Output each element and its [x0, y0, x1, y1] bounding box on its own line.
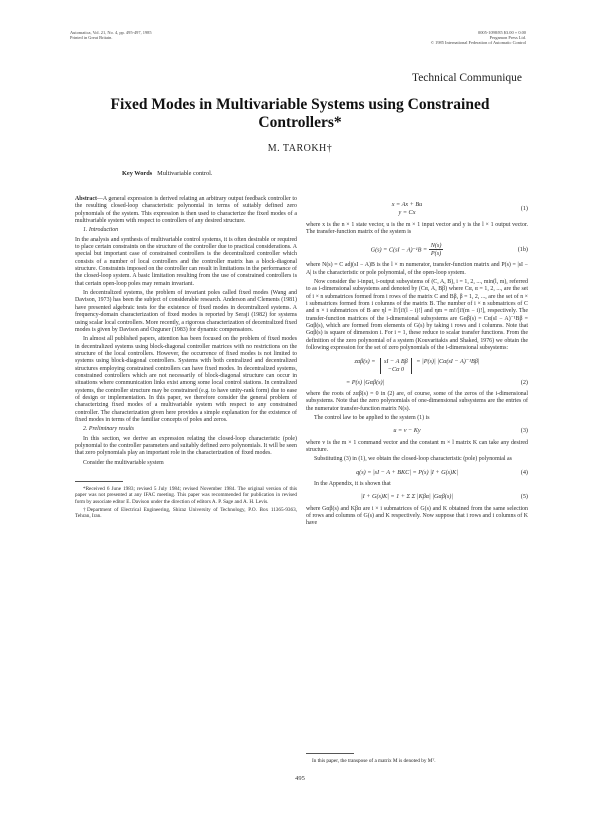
denominator: P(s) [430, 250, 442, 258]
section-heading-introduction: 1. Introduction [83, 227, 119, 234]
section-label: Technical Communique [411, 72, 522, 84]
abstract-text: A general expression is derived relating an arbitrary output feedback controller to the resulting closed-loop characteristic polynomial in terms of suitably defined zero polynomials of the system. This expression is then used to characterize the fixed modes of a multivariable system with respect to controllers of any desired structure. [75, 196, 297, 225]
footnote-rule [306, 753, 354, 754]
equation-number: (3) [520, 427, 528, 435]
paragraph: where the roots of zαβ(s) = 0 in (2) are, of course, some of the zeros of the i-dimensional subsystems. Note that the zero polynomials of one-dimensional subsystems are the entries of the numerator transfer-function matrix N(s). [306, 390, 528, 412]
paragraph: In decentralized systems, the problem of invariant poles called fixed modes (Wang and Davison, 1973) has been the subject of considerable research. Anderson and Clements (1981) have presented algebraic tests for the existence of fixed modes in decentralized systems. A frequency-domain characterization of fixed modes is reported by Seraji (1982) for systems using scalar local controllers. More recently, a rigorous characterization of decentralized fixed modes is given by Davison and Ozguner (1983) for dynamic compensators. [75, 290, 297, 333]
matrix-row: −Cα 0 [387, 365, 404, 373]
equation-3-continued [306, 379, 528, 386]
printed-line: Printed in Great Britain. [70, 35, 113, 41]
paragraph: where Gαβ(s) and Kβα are i × i submatrices of G(s) and K obtained from the same selection of rows and columns of G(s) and K respectively. Now suppose that i rows and i columns of K have [306, 505, 528, 527]
journal-citation [70, 30, 152, 40]
equation-4 [306, 427, 528, 434]
author-name: M. TAROKH† [267, 143, 333, 154]
matrix-row: sI − A Bβ [384, 357, 408, 365]
publisher-info [431, 30, 526, 46]
equation-6 [306, 493, 528, 500]
paragraph: where x is the n × 1 state vector, u is the m × 1 input vector and y is the l × 1 output vector. The transfer-function matrix of the system is [306, 222, 528, 236]
copyright-line: © 1985 International Federation of Automatic Control [430, 40, 526, 46]
abstract-label: Abstract [75, 196, 97, 202]
equation-lhs: G(s) = C(sI − A)⁻¹B = [370, 245, 428, 253]
equation-3 [306, 358, 528, 374]
paragraph: where N(s) = C adj(sI − A)B is the l × m numerator, transfer-function matrix and P(s) = |sI − A| is the characteristic or pole polynomial, of the open-loop system. [306, 262, 528, 276]
equation-1 [306, 201, 528, 217]
paragraph: Consider the multivariable system [83, 459, 164, 466]
equation-number: (1b) [517, 245, 528, 253]
equation-line: = P(s) |Gαβ(s)| [346, 378, 385, 386]
footnote-affiliation: †Department of Electrical Engineering, Shiraz University of Technology, P.O. Box 11365-9363, Tehran, Iran. [75, 506, 297, 520]
paragraph: In almost all published papers, attention has been focused on the problem of fixed modes in decentralized systems using block-diagonal controller matrices with no restrictions on the structure of the local controllers. However, the occurrence of fixed modes is not limited to systems using block-diagonal controllers. Systems with both centralized and decentralized structures employing constrained controllers can have fixed modes. In decentralized systems, constrained controllers which are not necessarily of block-diagonal structure can occur in situations where communication links exist among some local control stations. In centralized systems, the controller structure may be constrained (e.g. to have unity-rank form) due to ease of design or implementation. In this paper, we therefore consider the general problem of characterizing fixed modes of a multivariable system with respect to any constrained controller. The characterization given here provides a simple explanation for the existence of fixed modes in terms of the familiar concepts of poles and zeros. [75, 336, 297, 423]
equation-number: (4) [520, 468, 528, 476]
equation-line: q(s) = |sI − A + BKC| = P(s) |I + G(s)K| [356, 468, 458, 476]
keywords [122, 170, 212, 177]
paragraph: Now consider the i-input, i-output subsystems of (C, A, B), i = 1, 2, ..., min(l, m), referred to as i-dimensional subsystems and denoted by (Cα, A, Bβ) where Cα, α = 1, 2, ..., are the set of i × n submatrices formed from i rows of the matrix C and Bβ, β = 1, 2, ..., are the set of n × i submatrices formed from i columns of the matrix B. The number of i × n submatrices of C and n × i submatrices of B are ηl = l!/[i!(l − i)!] and ηm = m!/[i!(m − i)!], respectively. The transfer-function matrices of the i-dimensional subsystems are Gαβ(s) = Cα(sI − A)⁻¹Bβ = Gαβ(s), which are formed from elements of G(s) by taking i rows and i columns. Note that Gαβ(s) is square of dimension i. For i = 1, these reduce to scalar transfer functions. From the definition of the zero polynomial of a system (Kouvaritakis and Shaked, 1976) we obtain the following expression for the set of zero polynomials of the i-dimensional subsystems: [306, 279, 528, 352]
equation-line: u = v − Ky [393, 427, 421, 435]
page-number: 495 [295, 775, 305, 782]
abstract: Abstract—A general expression is derived relating an arbitrary output feedback controller to the resulting closed-loop characteristic polynomial in terms of suitably defined zero polynomials of the system. This expression is then used to characterize the fixed modes of a multivariable system with respect to controllers of any desired structure. [75, 196, 297, 225]
equation-number: (1) [520, 205, 528, 213]
determinant [380, 358, 412, 374]
right-footnote-block [306, 753, 528, 766]
footnote-rule [75, 481, 123, 482]
equation-rhs: = |P(s)| |Cα(sI − A)⁻¹Bβ| [416, 357, 480, 365]
right-column [306, 196, 528, 530]
paragraph: where v is the m × 1 command vector and the constant m × l matrix K can take any desired structure. [306, 439, 528, 453]
footnote-transpose: In this paper, the transpose of a matrix M is denoted by Mᵀ. [312, 758, 436, 764]
numerator: N(s) [430, 241, 442, 249]
fraction [429, 242, 444, 258]
equation-2 [306, 242, 528, 258]
equation-number: (2) [520, 378, 528, 386]
equation-number: (5) [520, 493, 528, 501]
paper-title: Fixed Modes in Multivariable Systems using Constrained Controllers* [110, 96, 490, 131]
citation-line: Automatica, Vol. 21, No. 4, pp. 495-497, 1985 [70, 30, 152, 35]
section-heading-preliminary: 2. Preliminary results [83, 426, 135, 433]
equation-line: x = Ax + Bu [391, 201, 423, 208]
equation-line: |I + G(s)K| = 1 + Σ Σ |Kβα| |Gαβ(s)| [360, 493, 454, 501]
left-column [75, 196, 297, 522]
equation-line: y = Cx [398, 209, 416, 216]
price-line: 0005-1098/85 $3.00 + 0.00 [478, 30, 526, 35]
footnote-received: *Received 6 June 1983; revised 5 July 1984; revised November 1984. The original version of this paper was not presented at any IFAC meeting. This paper was recommended for publication in revised form by associate editor E. Davison under the direction of editors A. P. Sage and A. H. Levis. [75, 486, 297, 505]
paragraph: In the Appendix, it is shown that [314, 480, 391, 487]
equation-5 [306, 469, 528, 476]
paragraph: In this section, we derive an expression relating the closed-loop characteristic (pole) polynomial to the controller parameters and suitably defined zero polynomials. It will be seen that zero polynomials play an important role in the characterization of fixed modes. [75, 435, 297, 457]
paragraph: Substituting (3) in (1), we obtain the closed-loop characteristic (pole) polynomial as [314, 456, 512, 463]
paragraph: The control law to be applied to the system (1) is [314, 414, 430, 421]
publisher-line: Pergamon Press Ltd. [489, 35, 526, 41]
keywords-text: Multivariable control. [157, 170, 213, 177]
keywords-label: Key Words [122, 170, 153, 177]
paragraph: In the analysis and synthesis of multivariable control systems, it is often desirable or required to place certain constraints on the structure of the controller due to practical considerations. A special but important case of constrained controllers is the decentralized controller which consists of a number of local controllers and the controller matrix has a block-diagonal structure. Constraints imposed on the controller can result in limitations in the performance of the closed-loop system. A basic limitation resulting from the use of constrained controllers is that certain open-loop poles may remain invariant. [75, 236, 297, 287]
equation-lhs: zαβ(s) = [354, 357, 376, 365]
